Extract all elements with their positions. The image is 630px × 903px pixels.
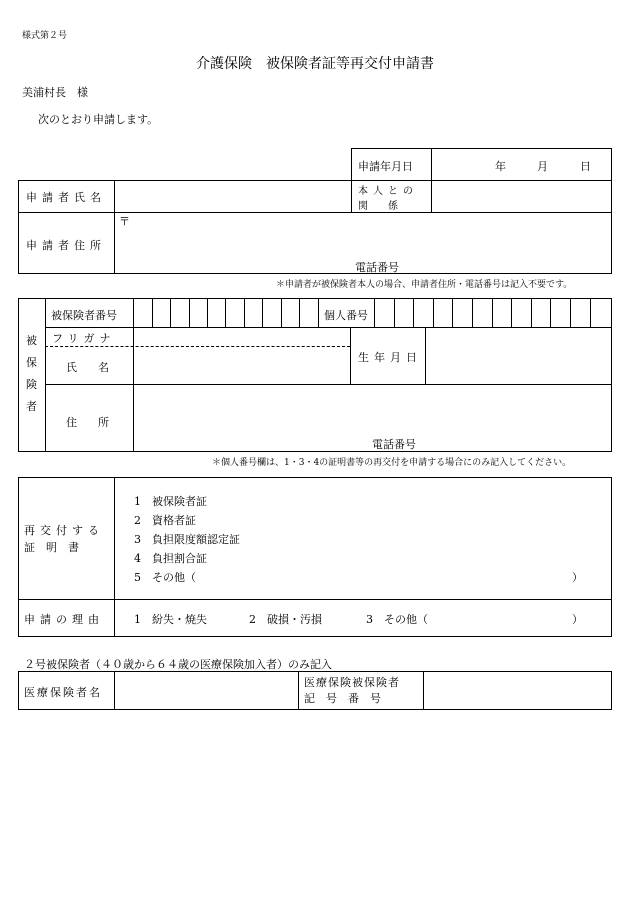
reissue-item-1[interactable]: 1 被保険者証	[134, 495, 207, 508]
birthdate-label: 生年月日	[358, 351, 422, 364]
applicant-address-field[interactable]	[115, 226, 611, 256]
medical-insurer-label: 医療保険者名	[24, 686, 102, 699]
type2-heading: ２号被保険者（４０歳から６４歳の医療保険加入者）のみ記入	[24, 658, 332, 671]
relation-label-line2: 関 係	[358, 201, 398, 212]
applicant-note: ＊申請者が被保険者本人の場合、申請者住所・電話番号は記入不要です。	[276, 280, 573, 290]
insured-name-field[interactable]	[134, 348, 349, 384]
insured-address-label: 住 所	[66, 416, 114, 429]
applicant-name-label: 申請者氏名	[26, 191, 106, 204]
postal-mark: 〒	[119, 215, 130, 228]
insured-phone-label: 電話番号	[372, 438, 416, 451]
reissue-label-line1: 再交付する	[24, 524, 104, 537]
insured-address-field[interactable]	[134, 385, 611, 433]
symbol-number-label-line1: 医療保険被保険者	[304, 676, 400, 689]
page-title: 介護保険 被保険者証等再交付申請書	[196, 56, 434, 72]
applicant-address-label: 申請者住所	[26, 239, 106, 252]
reason-option-1[interactable]: 1 紛失・焼失	[134, 613, 207, 626]
applicant-name-field[interactable]	[115, 181, 350, 211]
insured-side-label: 被 保 険 者	[26, 334, 37, 413]
form-number: 様式第２号	[22, 31, 68, 41]
insured-note: ＊個人番号欄は、1・3・4の証明書等の再交付を申請する場合にのみ記入してください。	[212, 458, 572, 468]
relation-field[interactable]	[432, 181, 611, 211]
medical-insurer-field[interactable]	[115, 672, 297, 709]
reason-option-3[interactable]: 3 その他（	[366, 613, 428, 626]
lead-text: 次のとおり申請します。	[38, 113, 159, 126]
furigana-field[interactable]	[134, 328, 349, 345]
personal-number-field[interactable]	[375, 299, 611, 326]
symbol-number-label-line2: 記 号 番 号	[304, 692, 381, 705]
reissue-item-4[interactable]: 4 負担割合証	[134, 552, 207, 565]
insured-number-label: 被保険者番号	[51, 309, 117, 322]
reason-label: 申請の理由	[24, 613, 104, 626]
addressee: 美浦村長 様	[22, 86, 88, 99]
reissue-item-5[interactable]: 5 その他（	[134, 571, 196, 584]
insured-number-field[interactable]	[134, 299, 318, 326]
reason-other-close: ）	[572, 613, 583, 626]
reason-other-field[interactable]	[440, 609, 568, 626]
reissue-other-close: ）	[572, 571, 583, 584]
date-year-unit: 年	[495, 160, 506, 173]
reissue-other-field[interactable]	[216, 568, 568, 585]
reissue-item-3[interactable]: 3 負担限度額認定証	[134, 533, 240, 546]
insured-name-label: 氏 名	[66, 361, 114, 374]
reissue-item-2[interactable]: 2 資格者証	[134, 514, 196, 527]
furigana-label: フリガナ	[52, 332, 116, 345]
reissue-label-line2: 証 明 書	[24, 541, 79, 554]
date-month-unit: 月	[537, 160, 548, 173]
date-day-unit: 日	[580, 160, 591, 173]
applicant-phone-label: 電話番号	[355, 261, 399, 274]
relation-label-line1: 本人との	[358, 186, 418, 197]
reason-option-2[interactable]: 2 破損・汚損	[249, 613, 322, 626]
birthdate-field[interactable]	[426, 328, 611, 383]
personal-number-label: 個人番号	[324, 309, 368, 322]
symbol-number-field[interactable]	[424, 672, 611, 709]
application-date-label: 申請年月日	[358, 160, 413, 173]
